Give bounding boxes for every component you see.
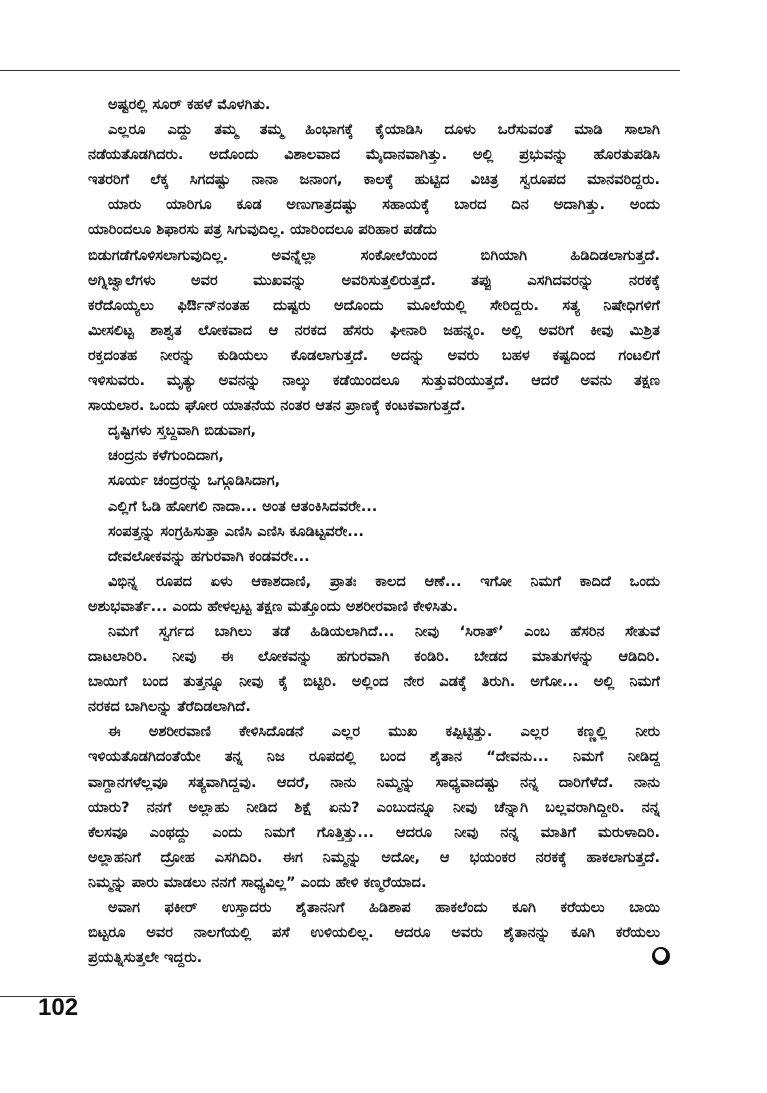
text-line: ನಿಮಗೆ ಸ್ವರ್ಗದ ಬಾಗಿಲು ತಡೆ ಹಿಡಿಯಲಾಗಿದೆ... ನೀವು ‘ಸಿರಾತ್’ ಎಂಬ ಹೆಸರಿನ ಸೇತುವೆ: [108, 622, 660, 640]
text-line: ಅಗ್ನಿಜ್ವಾಲೆಗಳು ಅವರ ಮುಖವನ್ನು ಅವರಿಸುತ್ತಲಿರುತ್ತದೆ. ತಪ್ಪು ಎಸಗಿದವರನ್ನು ನರಕಕ್ಕೆ: [88, 271, 660, 289]
page-number: 102: [38, 994, 79, 1021]
text-line: ಇಳಿಸುವರು. ಮೃತ್ಯು ಅವನನ್ನು ನಾಲ್ಕು ಕಡೆಯಿಂದಲೂ ಸುತ್ತುವರಿಯುತ್ತದೆ. ಆದರೆ ಅವನು ತಕ್ಷಣ: [88, 372, 660, 390]
text-line: ಅಷ್ಟರಲ್ಲಿ ಸೂರ್ ಕಹಳೆ ಮೊಳಗಿತು.: [108, 96, 271, 113]
verse-line: ಚಂದ್ರನು ಕಳೆಗುಂದಿದಾಗ,: [108, 447, 224, 465]
verse-line: ಸೂರ್ಯ ಚಂದ್ರರನ್ನು ಒಗ್ಗೂಡಿಸಿದಾಗ,: [108, 472, 281, 490]
text-line: ದಾಟಲಾರಿರಿ. ನೀವು ಈ ಲೋಕವನ್ನು ಹಗುರವಾಗಿ ಕಂಡಿರಿ. ಬೇಡದ ಮಾತುಗಳನ್ನು ಆಡಿದಿರಿ.: [88, 648, 660, 666]
text-line: ಈ ಅಶರೀರವಾಣಿ ಕೇಳಿಸಿದೊಡನೆ ಎಲ್ಲರ ಮುಖ ಕಪ್ಪಿಟ್ಟಿತ್ತು. ಎಲ್ಲರ ಕಣ್ಣಲ್ಲಿ ನೀರು: [108, 723, 660, 741]
text-line: ವಿಭಿನ್ನ ರೂಪದ ಏಳು ಆಕಾಶದಾಣಿ, ಪ್ರಾತಃ ಕಾಲದ ಆಣೆ... ಇಗೋ ನಿಮಗೆ ಕಾದಿದೆ ಒಂದು: [108, 572, 660, 590]
text-line: ನಡೆಯತೊಡಗಿದರು. ಅದೊಂದು ವಿಶಾಲವಾದ ಮೈದಾನವಾಗಿತ್ತು. ಅಲ್ಲಿ ಪ್ರಭುವನ್ನು ಹೊರತುಪಡಿಸಿ: [88, 146, 660, 164]
verse-line: ಸಂಪತ್ತನ್ನು ಸಂಗ್ರಹಿಸುತ್ತಾ ಎಣಿಸಿ ಎಣಿಸಿ ಕೂಡಿಟ್ಟವರೇ...: [108, 522, 364, 540]
text-line: ಅಶುಭವಾರ್ತೆ... ಎಂದು ಹೇಳಲ್ಪಟ್ಟ ತಕ್ಷಣ ಮತ್ತೊಂದು ಅಶರೀರವಾಣಿ ಕೇಳಿಸಿತು.: [88, 597, 458, 615]
text-line: ಬಿಡುಗಡೆಗೊಳಿಸಲಾಗುವುದಿಲ್ಲ. ಅವನ್ನೆಲ್ಲಾ ಸಂಕೋಲೆಯಿಂದ ಬಿಗಿಯಾಗಿ ಹಿಡಿದಿಡಲಾಗುತ್ತದೆ.: [88, 246, 660, 264]
text-line: ಬಾಯಿಗೆ ಬಂದ ತುತ್ತನ್ನೂ ನೀವು ಕೈ ಬಿಟ್ಟಿರಿ. ಅಲ್ಲಿಂದ ನೇರ ಎಡಕ್ಕೆ ತಿರುಗಿ. ಅಗೋ... ಅಲ್ಲಿ ನಿಮಗೆ: [88, 673, 660, 691]
header-rule: [0, 70, 680, 71]
text-line: ಯಾರು ಯಾರಿಗೂ ಕೂಡ ಅಣುಗಾತ್ರದಷ್ಟು ಸಹಾಯಕ್ಕೆ ಬಾರದ ದಿನ ಅದಾಗಿತ್ತು. ಅಂದು: [108, 196, 660, 214]
text-line: ಇಳಿಯತೊಡಗಿದಂತೆಯೇ ತನ್ನ ನಿಜ ರೂಪದಲ್ಲಿ ಬಂದ ಶೈತಾನ “ದೇವನು... ನಿಮಗೆ ನೀಡಿದ್ದ: [88, 748, 660, 766]
verse-line: ದೃಷ್ಟಿಗಳು ಸ್ತಬ್ದವಾಗಿ ಬಿಡುವಾಗ,: [108, 422, 257, 440]
text-line: ಕೆಲಸವೂ ಎಂಥದ್ದು ಎಂದು ನಿಮಗೆ ಗೊತ್ತಿತ್ತು... ಆದರೂ ನೀವು ನನ್ನ ಮಾತಿಗೆ ಮರುಳಾದಿರಿ.: [88, 823, 660, 841]
verse-line: ದೇವಲೋಕವನ್ನು ಹಗುರವಾಗಿ ಕಂಡವರೇ...: [108, 547, 310, 565]
text-line: ನಿಮ್ಮನ್ನು ಪಾರು ಮಾಡಲು ನನಗೆ ಸಾಧ್ಯವಿಲ್ಲ” ಎಂದು ಹೇಳಿ ಕಣ್ಮರೆಯಾದ.: [88, 873, 427, 891]
text-line: ಯಾರಿಂದಲೂ ಶಿಫಾರಸು ಪತ್ರ ಸಿಗುವುದಿಲ್ಲ. ಯಾರಿಂದಲೂ ಪರಿಹಾರ ಪಡೆದು: [88, 221, 437, 239]
text-line: ವಾಗ್ದಾನಗಳೆಲ್ಲವೂ ಸತ್ಯವಾಗಿದ್ದವು. ಆದರೆ, ನಾನು ನಿಮ್ಮನ್ನು ಸಾಧ್ಯವಾದಷ್ಟು ನನ್ನ ದಾರಿಗೆಳೆದೆ. ನಾನು: [88, 773, 660, 791]
text-line: ಸಾಯಲಾರ. ಒಂದು ಘೋರ ಯಾತನೆಯ ನಂತರ ಆತನ ಪ್ರಾಣಕ್ಕೆ ಕಂಟಕವಾಗುತ್ತದೆ.: [88, 397, 466, 415]
text-line: ಬಿಟ್ಟರೂ ಅವರ ನಾಲಗೆಯಲ್ಲಿ ಪಸೆ ಉಳಿಯಲಿಲ್ಲ. ಆದರೂ ಅವರು ಶೈತಾನನ್ನು ಕೂಗಿ ಕರೆಯಲು: [88, 924, 660, 942]
text-line: ಇತರರಿಗೆ ಲೆಕ್ಕ ಸಿಗದಷ್ಟು ನಾನಾ ಜನಾಂಗ, ಕಾಲಕ್ಕೆ ಹುಟ್ಟಿದ ವಿಚಿತ್ರ ಸ್ವರೂಪದ ಮಾನವರಿದ್ದರು.: [88, 171, 660, 189]
text-line: ನರಕದ ಬಾಗಿಲನ್ನು ತೆರೆದಿಡಲಾಗಿದೆ.: [88, 698, 251, 716]
text-line: ಎಲ್ಲರೂ ಎದ್ದು ತಮ್ಮ ತಮ್ಮ ಹಿಂಭಾಗಕ್ಕೆ ಕೈಯಾಡಿಸಿ ದೂಳು ಒರೆಸುವಂತೆ ಮಾಡಿ ಸಾಲಾಗಿ: [108, 121, 660, 139]
text-line: ಯಾರು? ನನಗೆ ಅಲ್ಲಾಹು ನೀಡಿದ ಶಿಕ್ಷೆ ಏನು? ಎಂಬುದನ್ನೂ ನೀವು ಚೆನ್ನಾಗಿ ಬಲ್ಲವರಾಗಿದ್ದೀರಿ. ನನ್ನ: [88, 798, 660, 816]
end-of-section-icon: [652, 947, 670, 965]
verse-line: ಎಲ್ಲಿಗೆ ಓಡಿ ಹೋಗಲಿ ನಾದಾ... ಅಂತ ಆತಂಕಿಸಿದವರೇ...: [108, 497, 378, 515]
text-line: ಮೀಸಲಿಟ್ಟ ಶಾಶ್ವತ ಲೋಕವಾದ ಆ ನರಕದ ಹೆಸರು ಘೀನಾರಿ ಜಹನ್ನಂ. ಅಲ್ಲಿ ಅವರಿಗೆ ಕೀವು ಮಿಶ್ರಿತ: [88, 321, 660, 339]
text-line: ಪ್ರಯತ್ನಿಸುತ್ತಲೇ ಇದ್ದರು.: [88, 949, 203, 967]
text-line: ಅವಾಗ ಫಕೀರ್ ಉಸ್ತಾದರು ಶೈತಾನನಿಗೆ ಹಿಡಿಶಾಪ ಹಾಕಲೆಂದು ಕೂಗಿ ಕರೆಯಲು ಬಾಯಿ: [108, 899, 660, 916]
text-line: ರಕ್ತದಂತಹ ನೀರನ್ನು ಕುಡಿಯಲು ಕೊಡಲಾಗುತ್ತದೆ. ಅದನ್ನು ಅವರು ಬಹಳ ಕಷ್ಟದಿಂದ ಗಂಟಲಿಗೆ: [88, 346, 660, 364]
body-text: [88, 92, 660, 970]
text-line: ಕರೆದೊಯ್ಯಲು ಫಿರ್ಔನ್‌ನಂತಹ ದುಷ್ಟರು ಅದೊಂದು ಮೂಲೆಯಲ್ಲಿ ಸೇರಿದ್ದರು. ಸತ್ಯ ನಿಷೇಧಿಗಳಿಗೆ: [88, 296, 660, 314]
text-line: ಅಲ್ಲಾಹನಿಗೆ ದ್ರೋಹ ಎಸಗಿದಿರಿ. ಈಗ ನಿಮ್ಮನ್ನು ಅದೋ, ಆ ಭಯಂಕರ ನರಕಕ್ಕೆ ಹಾಕಲಾಗುತ್ತದೆ.: [88, 848, 660, 866]
